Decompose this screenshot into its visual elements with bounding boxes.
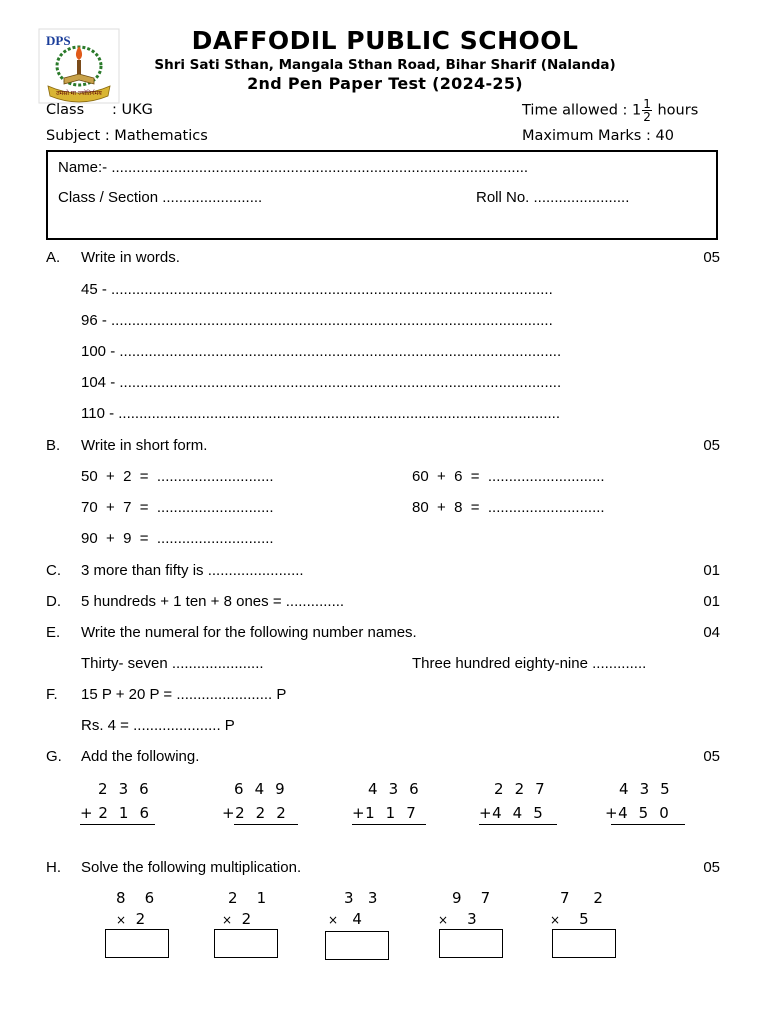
times-icon: × bbox=[328, 913, 339, 927]
section-e-marks: 04 bbox=[703, 624, 720, 641]
school-address: Shri Sati Sthan, Mangala Sthan Road, Bihar Sharif (Nalanda) bbox=[154, 57, 616, 73]
addend-bottom: +4 4 5 bbox=[479, 804, 544, 822]
times-icon: × bbox=[222, 913, 233, 927]
multiplier: 3 bbox=[467, 910, 477, 928]
test-title: 2nd Pen Paper Test (2024-25) bbox=[247, 74, 523, 93]
answer-box[interactable] bbox=[214, 929, 278, 958]
section-e-letter: E. bbox=[46, 624, 61, 641]
section-e-item[interactable]: Three hundred eighty-nine ............. bbox=[412, 655, 647, 672]
multiplier-row bbox=[222, 910, 251, 928]
section-c-letter: C. bbox=[46, 562, 61, 579]
section-b-marks: 05 bbox=[703, 437, 720, 454]
section-d-question[interactable]: 5 hundreds + 1 ten + 8 ones = .............. bbox=[81, 593, 345, 610]
multiplier: 2 bbox=[241, 910, 252, 928]
section-c-marks: 01 bbox=[703, 562, 720, 579]
times-icon: × bbox=[438, 913, 449, 927]
school-logo bbox=[38, 28, 120, 104]
school-name: DAFFODIL PUBLIC SCHOOL bbox=[191, 26, 579, 55]
class-value: : UKG bbox=[112, 102, 153, 118]
section-b-item[interactable]: 60 + 6 = ............................ bbox=[412, 468, 605, 485]
section-a-item[interactable]: 110 - .......................................................................................................... bbox=[81, 405, 560, 422]
time-frac-num: 1 bbox=[643, 97, 651, 111]
roll-no-field[interactable]: Roll No. ....................... bbox=[476, 189, 630, 206]
addend-bottom: + 2 1 6 bbox=[80, 804, 150, 822]
addend-bottom: +1 1 7 bbox=[352, 804, 417, 822]
section-e-title: Write the numeral for the following number names. bbox=[81, 624, 417, 641]
section-a-item[interactable]: 104 - .......................................................................................................... bbox=[81, 374, 562, 391]
sum-line bbox=[80, 824, 155, 825]
section-g-marks: 05 bbox=[703, 748, 720, 765]
section-a-item[interactable]: 96 - .......................................................................................................... bbox=[81, 312, 553, 329]
section-b-item[interactable]: 70 + 7 = ............................ bbox=[81, 499, 274, 516]
section-h-letter: H. bbox=[46, 859, 61, 876]
answer-box[interactable] bbox=[439, 929, 503, 958]
multiplier: 4 bbox=[352, 910, 362, 928]
addition-problem[interactable] bbox=[479, 780, 559, 830]
addition-problem[interactable] bbox=[605, 780, 689, 830]
section-b-item[interactable]: 90 + 9 = ............................ bbox=[81, 530, 274, 547]
multiplication-problem bbox=[214, 889, 284, 961]
max-marks: Maximum Marks : 40 bbox=[522, 128, 674, 144]
addend-top: 2 3 6 bbox=[98, 780, 150, 798]
sum-line bbox=[611, 824, 685, 825]
multiplicand: 2 1 bbox=[228, 889, 267, 907]
multiplier: 2 bbox=[135, 910, 146, 928]
multiplicand: 8 6 bbox=[116, 889, 155, 907]
section-a-letter: A. bbox=[46, 249, 61, 266]
sum-line bbox=[234, 824, 298, 825]
section-h-title: Solve the following multiplication. bbox=[81, 859, 302, 876]
section-a-item[interactable]: 45 - .......................................................................................................... bbox=[81, 281, 553, 298]
section-b-item[interactable]: 80 + 8 = ............................ bbox=[412, 499, 605, 516]
time-frac-den: 2 bbox=[643, 110, 651, 124]
addition-problem[interactable] bbox=[352, 780, 432, 830]
class-label: Class bbox=[46, 102, 85, 118]
addition-problem[interactable] bbox=[80, 780, 160, 830]
section-e-item[interactable]: Thirty- seven ...................... bbox=[81, 655, 264, 672]
section-b-title: Write in short form. bbox=[81, 437, 208, 454]
section-c-question[interactable]: 3 more than fifty is ....................... bbox=[81, 562, 304, 579]
addend-bottom: +4 5 0 bbox=[605, 804, 670, 822]
addend-bottom: +2 2 2 bbox=[222, 804, 287, 822]
section-h-marks: 05 bbox=[703, 859, 720, 876]
section-d-marks: 01 bbox=[703, 593, 720, 610]
subject: Subject : Mathematics bbox=[46, 128, 208, 144]
multiplier-row bbox=[116, 910, 145, 928]
time-fraction bbox=[642, 98, 652, 123]
multiplier: 5 bbox=[579, 910, 589, 928]
sum-line bbox=[352, 824, 426, 825]
time-prefix: Time allowed : 1 bbox=[522, 102, 642, 119]
multiplier-row bbox=[550, 910, 589, 928]
time-allowed bbox=[522, 98, 698, 123]
logo-motto: तमसो मा ज्योतिर्गमय bbox=[56, 90, 102, 97]
class-section-field[interactable]: Class / Section ........................ bbox=[58, 189, 263, 206]
addend-top: 6 4 9 bbox=[234, 780, 286, 798]
section-b-item[interactable]: 50 + 2 = ............................ bbox=[81, 468, 274, 485]
name-field[interactable]: Name:- .................................................................................................... bbox=[58, 159, 529, 176]
times-icon: × bbox=[550, 913, 561, 927]
section-f-letter: F. bbox=[46, 686, 58, 703]
addend-top: 4 3 6 bbox=[368, 780, 420, 798]
section-d-letter: D. bbox=[46, 593, 61, 610]
multiplication-problem bbox=[552, 889, 622, 961]
section-f-item[interactable]: Rs. 4 = ..................... P bbox=[81, 717, 235, 734]
multiplicand: 3 3 bbox=[344, 889, 378, 907]
section-f-item[interactable]: 15 P + 20 P = ....................... P bbox=[81, 686, 287, 703]
addend-top: 4 3 5 bbox=[619, 780, 671, 798]
multiplication-problem bbox=[104, 889, 174, 961]
section-g-title: Add the following. bbox=[81, 748, 200, 765]
multiplier-row bbox=[438, 910, 477, 928]
multiplicand: 9 7 bbox=[452, 889, 491, 907]
section-b-letter: B. bbox=[46, 437, 61, 454]
answer-box[interactable] bbox=[552, 929, 616, 958]
section-a-item[interactable]: 100 - .......................................................................................................... bbox=[81, 343, 562, 360]
time-suffix: hours bbox=[657, 102, 699, 119]
logo-initials: DPS bbox=[46, 33, 71, 48]
sum-line bbox=[479, 824, 557, 825]
multiplier-row bbox=[328, 910, 362, 928]
section-g-letter: G. bbox=[46, 748, 62, 765]
addition-problem[interactable] bbox=[222, 780, 302, 830]
addend-top: 2 2 7 bbox=[494, 780, 546, 798]
times-icon: × bbox=[116, 913, 127, 927]
multiplicand: 7 2 bbox=[560, 889, 603, 907]
answer-box[interactable] bbox=[325, 931, 389, 960]
multiplication-problem bbox=[325, 889, 395, 961]
section-a-title: Write in words. bbox=[81, 249, 180, 266]
section-a-marks: 05 bbox=[703, 249, 720, 266]
answer-box[interactable] bbox=[105, 929, 169, 958]
multiplication-problem bbox=[438, 889, 508, 961]
